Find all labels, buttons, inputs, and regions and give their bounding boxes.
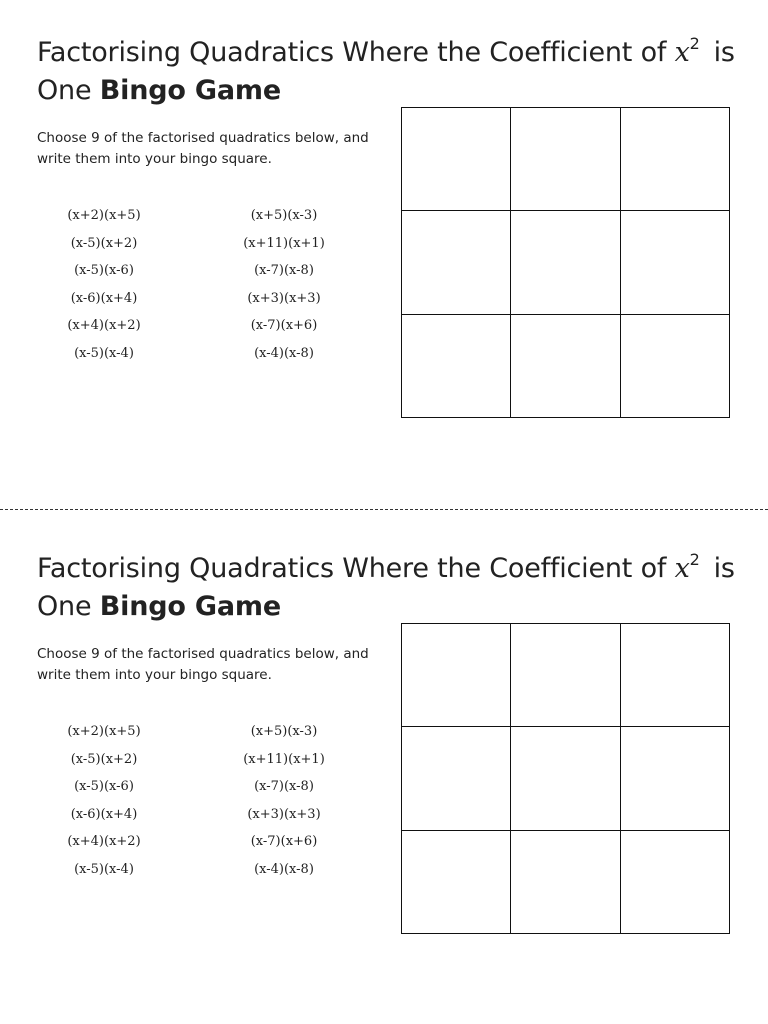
quadratic-item: (x-7)(x-8) — [254, 263, 314, 278]
quadratic-item: (x-4)(x-8) — [254, 345, 314, 361]
bingo-grid — [401, 623, 730, 934]
quadratics-right-column — [219, 202, 349, 367]
bingo-grid — [401, 107, 730, 418]
title-prefix: Factorising Quadratics Where the Coefficient of — [37, 37, 667, 68]
bingo-sheet-top — [0, 0, 768, 480]
bingo-cell[interactable] — [402, 831, 511, 934]
title-prefix: Factorising Quadratics Where the Coefficient of — [37, 553, 667, 584]
quadratics-left-column — [39, 718, 169, 883]
quadratic-item: (x+3)(x+3) — [247, 806, 321, 822]
title-line2-plain: One — [37, 75, 92, 106]
quadratic-item: (x+2)(x+5) — [67, 208, 141, 223]
instructions-text: Choose 9 of the factorised quadratics below, and write them into your bingo square. — [37, 646, 369, 683]
quadratic-item: (x-6)(x+4) — [70, 806, 138, 822]
quadratic-item: (x-5)(x-6) — [74, 263, 134, 278]
quadratics-right-column — [219, 718, 349, 883]
bingo-cell[interactable] — [511, 727, 620, 830]
quadratic-item: (x-4)(x-8) — [254, 861, 314, 877]
quadratic-item: (x+5)(x-3) — [250, 208, 318, 223]
bingo-cell[interactable] — [511, 831, 620, 934]
bingo-cell[interactable] — [511, 108, 620, 211]
bingo-cell[interactable] — [402, 727, 511, 830]
quadratic-item: (x+5)(x-3) — [250, 724, 318, 739]
bingo-cell[interactable] — [511, 624, 620, 727]
quadratic-item: (x-7)(x+6) — [250, 318, 318, 333]
title-line2-bold: Bingo Game — [99, 591, 281, 622]
quadratics-left-column — [39, 202, 169, 367]
quadratic-item: (x+4)(x+2) — [67, 318, 141, 333]
quadratic-item: (x-7)(x+6) — [250, 834, 318, 849]
quadratic-item: (x-5)(x+2) — [70, 751, 138, 767]
bingo-cell[interactable] — [621, 315, 730, 418]
dashed-cut-line — [0, 509, 768, 510]
bingo-cell[interactable] — [621, 624, 730, 727]
title-suffix: is — [713, 37, 735, 68]
quadratic-item: (x-5)(x-6) — [74, 779, 134, 794]
quadratic-item: (x+3)(x+3) — [247, 290, 321, 306]
title-line2-plain: One — [37, 591, 92, 622]
bingo-cell[interactable] — [511, 315, 620, 418]
title-variable: x — [674, 553, 690, 584]
title-suffix: is — [713, 553, 735, 584]
bingo-cell[interactable] — [621, 108, 730, 211]
bingo-cell[interactable] — [621, 831, 730, 934]
title-exponent: 2 — [689, 550, 700, 569]
title-exponent: 2 — [689, 34, 700, 53]
bingo-cell[interactable] — [511, 211, 620, 314]
quadratic-item: (x+2)(x+5) — [67, 724, 141, 739]
page-title — [37, 34, 742, 110]
instructions-text: Choose 9 of the factorised quadratics below, and write them into your bingo square. — [37, 130, 369, 167]
quadratic-item: (x-5)(x-4) — [74, 861, 134, 877]
bingo-cell[interactable] — [402, 624, 511, 727]
bingo-cell[interactable] — [621, 211, 730, 314]
bingo-sheet-bottom — [0, 516, 768, 996]
bingo-cell[interactable] — [402, 211, 511, 314]
page-title — [37, 550, 742, 626]
quadratic-item: (x+4)(x+2) — [67, 834, 141, 849]
quadratic-item: (x+11)(x+1) — [243, 235, 325, 251]
title-line2-bold: Bingo Game — [99, 75, 281, 106]
bingo-cell[interactable] — [402, 315, 511, 418]
quadratic-item: (x-6)(x+4) — [70, 290, 138, 306]
bingo-cell[interactable] — [402, 108, 511, 211]
bingo-cell[interactable] — [621, 727, 730, 830]
title-variable: x — [674, 37, 690, 68]
quadratic-item: (x-7)(x-8) — [254, 779, 314, 794]
quadratic-item: (x+11)(x+1) — [243, 751, 325, 767]
quadratic-item: (x-5)(x-4) — [74, 345, 134, 361]
quadratic-item: (x-5)(x+2) — [70, 235, 138, 251]
